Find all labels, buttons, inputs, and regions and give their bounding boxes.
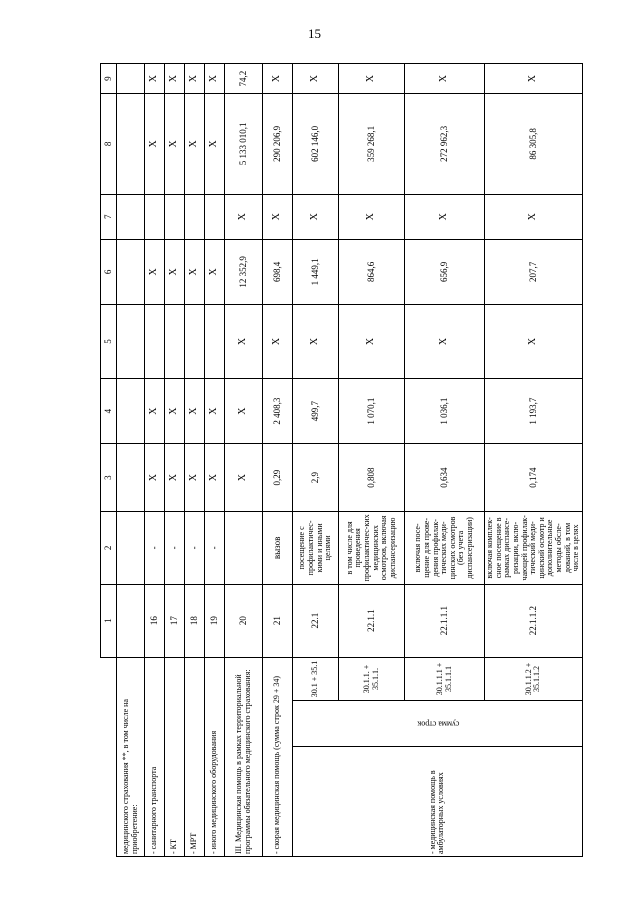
row-unit: -	[205, 512, 225, 585]
cell: X	[185, 379, 205, 444]
cell: 0,174	[485, 444, 583, 512]
table-row	[225, 64, 263, 857]
group-side-text: сумма строк	[416, 718, 459, 728]
cell: X	[145, 379, 165, 444]
row-unit: включая посе-щение для прове-дения профилак-тических меди-цинских осмотров (без учета диспансеризации)	[405, 512, 485, 585]
row-number: 16	[145, 584, 165, 657]
row-number	[117, 584, 145, 657]
row-unit: включая комплек-сное посещение в рамках диспансе-ризации, вклю-чающей профилак-тический меди-цинский осмотр и дополнительные методы обсле-дований, в том числе в целях	[485, 512, 583, 585]
cell: X	[145, 444, 165, 512]
cell: X	[205, 64, 225, 94]
cell: X	[145, 94, 165, 194]
cell: X	[485, 194, 583, 239]
cell: X	[145, 239, 165, 304]
row-code: 30.1 + 35.1	[293, 657, 339, 701]
cell: 74,2	[225, 64, 263, 94]
cell: X	[263, 194, 293, 239]
row-number: 22.1.1.1	[405, 584, 485, 657]
row-code: 30.1.1.2 + 35.1.1.2	[485, 657, 583, 701]
row-unit: -	[165, 512, 185, 585]
cell	[117, 239, 145, 304]
cell: 499,7	[293, 379, 339, 444]
cell	[145, 305, 165, 379]
cell: 1 449,1	[293, 239, 339, 304]
cell	[205, 194, 225, 239]
group-side	[293, 701, 583, 746]
table-row	[205, 64, 225, 857]
cell: 864,6	[339, 239, 405, 304]
cell: 207,7	[485, 239, 583, 304]
cell	[117, 194, 145, 239]
cell: X	[263, 305, 293, 379]
cell	[117, 444, 145, 512]
header-col-7: 7	[101, 194, 117, 239]
cell: X	[405, 194, 485, 239]
cell: 1 036,1	[405, 379, 485, 444]
row-code: 30.1.1.1 + 35.1.1.1	[405, 657, 485, 701]
cell: 2,9	[293, 444, 339, 512]
table-row	[185, 64, 205, 857]
cell: X	[165, 64, 185, 94]
row-unit	[117, 512, 145, 585]
cell: X	[205, 239, 225, 304]
cell: 2 408,3	[263, 379, 293, 444]
row-number: 19	[205, 584, 225, 657]
cell: X	[263, 64, 293, 94]
row-label: - МРТ	[185, 657, 205, 856]
rotated-table-container	[100, 63, 581, 857]
row-label: - КТ	[165, 657, 185, 856]
cell: X	[185, 94, 205, 194]
row-unit	[225, 512, 263, 585]
header-row	[101, 64, 117, 857]
cell: X	[293, 194, 339, 239]
cell: X	[145, 64, 165, 94]
cell: 359 268,1	[339, 94, 405, 194]
row-unit: посещение с профилактичес-кими и иными целями	[293, 512, 339, 585]
header-col-1: 1	[101, 584, 117, 657]
cell: X	[165, 444, 185, 512]
cell: 1 193,7	[485, 379, 583, 444]
cell	[145, 194, 165, 239]
row-number: 22.1.1	[339, 584, 405, 657]
cell: X	[225, 305, 263, 379]
cell	[185, 305, 205, 379]
cell: 290 206,9	[263, 94, 293, 194]
row-unit: -	[145, 512, 165, 585]
row-number: 22.1.1.2	[485, 584, 583, 657]
row-number: 22.1	[293, 584, 339, 657]
cell: X	[225, 194, 263, 239]
cell: X	[205, 379, 225, 444]
cell: X	[165, 239, 185, 304]
row-number: 21	[263, 584, 293, 657]
cell	[117, 379, 145, 444]
page-number: 15	[308, 26, 321, 41]
cell: 656,9	[405, 239, 485, 304]
row-unit: -	[185, 512, 205, 585]
cell: X	[205, 444, 225, 512]
header-col-6: 6	[101, 239, 117, 304]
cell: X	[339, 194, 405, 239]
row-label: III. Медицинская помощь в рамках территориальной программы обязательного медицинского страхования:	[225, 657, 263, 856]
cell	[117, 64, 145, 94]
row-label: - иного медицинского оборудования	[205, 657, 225, 856]
cell: 12 352,9	[225, 239, 263, 304]
cell: X	[485, 64, 583, 94]
row-number: 17	[165, 584, 185, 657]
cell: X	[225, 444, 263, 512]
cell: X	[405, 305, 485, 379]
cell: X	[185, 239, 205, 304]
cell	[185, 194, 205, 239]
header-col-8: 8	[101, 94, 117, 194]
group-label: - медицинская помощь в амбулаторных условиях	[293, 746, 583, 856]
cell: X	[339, 64, 405, 94]
row-label: - санитарного транспорта	[145, 657, 165, 856]
row-number: 18	[185, 584, 205, 657]
cell: 0,634	[405, 444, 485, 512]
cell: X	[165, 379, 185, 444]
cell	[117, 94, 145, 194]
table-row	[145, 64, 165, 857]
header-col-2: 2	[101, 512, 117, 585]
row-unit: в том числе для проведения профилактичес-ких медицинских осмотров, включая диспансеризацию	[339, 512, 405, 585]
cell	[117, 305, 145, 379]
header-col-3: 3	[101, 444, 117, 512]
cell: X	[165, 94, 185, 194]
header-col-5: 5	[101, 305, 117, 379]
table-row	[293, 64, 339, 857]
cell: X	[339, 305, 405, 379]
cell: 272 962,3	[405, 94, 485, 194]
header-col-9: 9	[101, 64, 117, 94]
header-col-4: 4	[101, 379, 117, 444]
cell: X	[293, 305, 339, 379]
header-spacer	[101, 657, 117, 856]
cell: X	[225, 379, 263, 444]
cell	[165, 305, 185, 379]
cell: X	[405, 64, 485, 94]
cell: 602 146,0	[293, 94, 339, 194]
row-label: - скорая медицинская помощь (сумма строк 29 + 34)	[263, 657, 293, 856]
table-row	[165, 64, 185, 857]
cell: X	[293, 64, 339, 94]
table-row	[263, 64, 293, 857]
row-unit: вызов	[263, 512, 293, 585]
cell: X	[485, 305, 583, 379]
cell: 1 070,1	[339, 379, 405, 444]
table-row	[117, 64, 145, 857]
row-number: 20	[225, 584, 263, 657]
cell: 86 305,8	[485, 94, 583, 194]
cell: 0,29	[263, 444, 293, 512]
cell: 0,808	[339, 444, 405, 512]
cell	[205, 305, 225, 379]
cell: X	[185, 444, 205, 512]
cell: 698,4	[263, 239, 293, 304]
row-code: 30.1.1. + 35.1.1.	[339, 657, 405, 701]
row-label: медицинского страхования **, в том числе на приобретение:	[117, 657, 145, 856]
cell	[165, 194, 185, 239]
cell: X	[205, 94, 225, 194]
funding-table	[100, 63, 583, 857]
cell: X	[185, 64, 205, 94]
cell: 5 133 010,1	[225, 94, 263, 194]
